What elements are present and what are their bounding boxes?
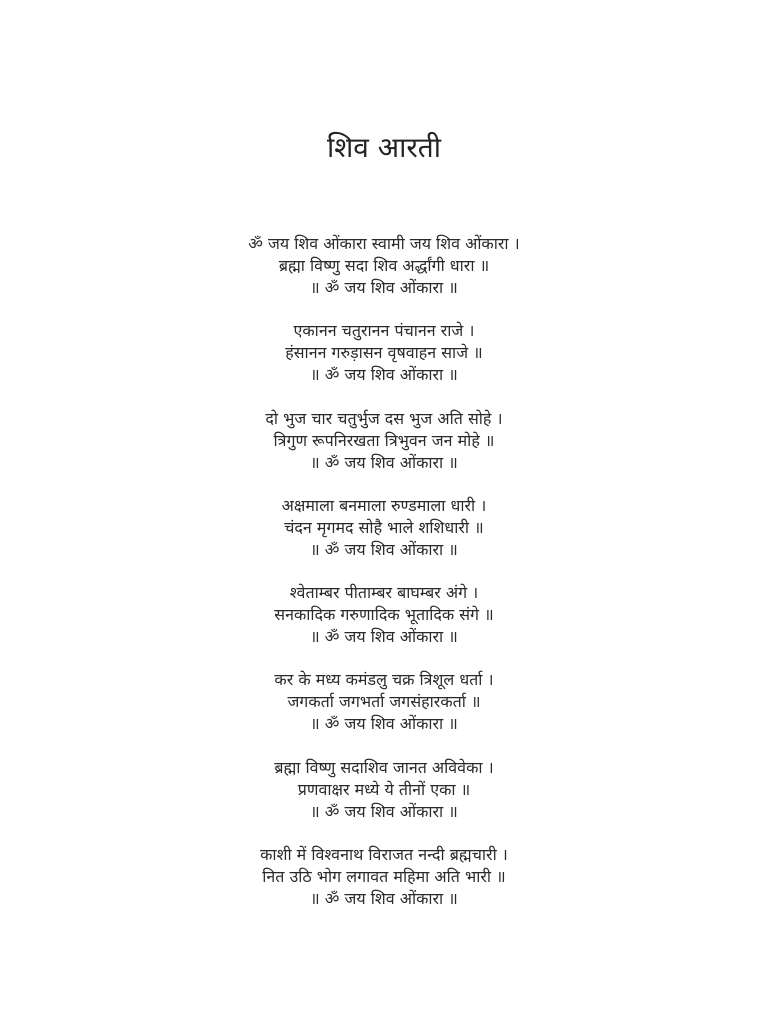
stanza-8 xyxy=(0,844,768,931)
refrain-line: ॥ ॐ जय शिव ओंकारा ॥ xyxy=(310,452,458,472)
refrain-line: ॥ ॐ जय शिव ओंकारा ॥ xyxy=(310,801,458,821)
refrain-line: ॥ ॐ जय शिव ओंकारा ॥ xyxy=(310,365,458,385)
verse-line: सनकादिक गरुणादिक भूतादिक संगे ॥ xyxy=(274,605,494,625)
stanza-1 xyxy=(0,233,768,320)
stanza-3 xyxy=(0,408,768,495)
refrain-line: ॥ ॐ जय शिव ओंकारा ॥ xyxy=(310,714,458,734)
stanza-6 xyxy=(0,669,768,756)
verse-line: प्रणवाक्षर मध्ये ये तीनों एका ॥ xyxy=(297,779,471,799)
verse-line: हंसानन गरुड़ासन वृषवाहन साजे ॥ xyxy=(285,343,483,363)
refrain-line: ॥ ॐ जय शिव ओंकारा ॥ xyxy=(310,278,458,297)
refrain-line: ॥ ॐ जय शिव ओंकारा ॥ xyxy=(310,889,458,909)
stanza-2 xyxy=(0,320,768,407)
verse-line: चंदन मृगमद सोहै भाले शशिधारी ॥ xyxy=(284,517,484,537)
verse-line: काशी में विश्वनाथ विराजत नन्दी ब्रह्मचारी । xyxy=(260,845,508,865)
refrain-line: ॥ ॐ जय शिव ओंकारा ॥ xyxy=(310,627,458,647)
stanza-4 xyxy=(0,495,768,582)
verse-line: कर के मध्य कमंडलु चक्र त्रिशूल धर्ता । xyxy=(274,670,494,690)
stanza-7 xyxy=(0,757,768,844)
verse-line: त्रिगुण रूपनिरखता त्रिभुवन जन मोहे ॥ xyxy=(273,430,495,450)
stanza-5 xyxy=(0,582,768,669)
page-title: शिव आरती xyxy=(326,131,442,164)
verse-line: दो भुज चार चतुर्भुज दस भुज अति सोहे । xyxy=(265,408,503,428)
verse-line: एकानन चतुरानन पंचानन राजे । xyxy=(293,321,475,341)
refrain-line: ॥ ॐ जय शिव ओंकारा ॥ xyxy=(310,539,458,559)
verse-line: ॐ जय शिव ओंकारा स्वामी जय शिव ओंकारा । xyxy=(248,234,520,253)
verse-line: ब्रह्मा विष्णु सदा शिव अर्द्धांगी धारा ॥ xyxy=(278,256,490,275)
verse-line: ब्रह्मा विष्णु सदाशिव जानत अविवेका । xyxy=(274,757,494,777)
verse-line: जगकर्ता जगभर्ता जगसंहारकर्ता ॥ xyxy=(287,692,481,712)
verse-line: श्वेताम्बर पीताम्बर बाघम्बर अंगे । xyxy=(289,583,479,603)
verse-line: अक्षमाला बनमाला रुण्डमाला धारी । xyxy=(281,495,487,515)
verse-line: नित उठि भोग लगावत महिमा अति भारी ॥ xyxy=(262,867,506,887)
aarti-verses xyxy=(0,233,768,931)
